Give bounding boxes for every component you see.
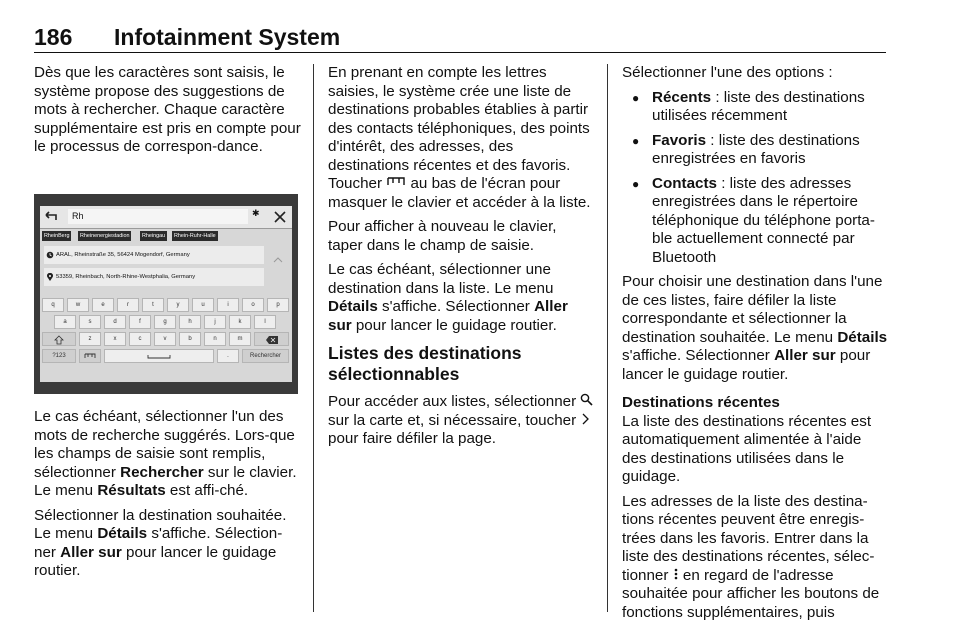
shift-arrow-icon bbox=[54, 335, 64, 345]
column-divider bbox=[607, 64, 608, 612]
location-pin-icon bbox=[46, 273, 54, 281]
back-arrow-icon bbox=[40, 206, 64, 228]
search-input[interactable]: Rh bbox=[68, 209, 248, 224]
keyboard-key[interactable]: n bbox=[204, 332, 226, 346]
paragraph: Sélectionner l'une des options : bbox=[622, 64, 833, 81]
paragraph: Dès que les caractères sont saisis, le système propose des suggestions de mots à rechercher. Chaque caractère supplémentaire est pris en compte pour le processus de correspon-dance. bbox=[34, 64, 301, 155]
keyboard-key[interactable]: i bbox=[217, 298, 239, 312]
keyboard-key[interactable]: s bbox=[79, 315, 101, 329]
back-button[interactable] bbox=[40, 206, 64, 228]
search-bar bbox=[40, 206, 292, 229]
keyboard-key[interactable]: g bbox=[154, 315, 176, 329]
on-screen-keyboard bbox=[40, 296, 292, 382]
paragraph: Pour accéder aux listes, sélectionner sur la carte et, si nécessaire, toucher pour faire défiler la page. bbox=[328, 393, 594, 449]
section-heading: Listes des destinations sélectionnables bbox=[328, 343, 522, 384]
keyboard-key[interactable]: p bbox=[267, 298, 289, 312]
suggestion-chip[interactable]: Rheingau bbox=[142, 233, 166, 239]
paragraph: Pour afficher à nouveau le clavier, taper dans le champ de saisie. bbox=[328, 218, 557, 254]
keyboard-key[interactable]: y bbox=[167, 298, 189, 312]
keyboard-key[interactable]: d bbox=[104, 315, 126, 329]
suggestion-row[interactable] bbox=[44, 246, 264, 264]
chevron-right-icon bbox=[580, 413, 590, 425]
suggestion-text: 53359, Rheinbach, North-Rhine-Westphalia, Germany bbox=[56, 274, 196, 280]
options-list bbox=[622, 89, 888, 268]
keyboard-key[interactable]: q bbox=[42, 298, 64, 312]
column-1-continued bbox=[34, 408, 302, 587]
list-item: ● Contacts : liste des adresses enregistrées dans le répertoire téléphonique du téléphone porta-ble actuellement connecté par Bluetooth bbox=[622, 175, 888, 268]
keyboard-key[interactable]: b bbox=[179, 332, 201, 346]
suggestion-text: ARAL, Rheinstraße 35, 56424 Mogendorf, Germany bbox=[56, 252, 190, 258]
keyboard-key[interactable]: e bbox=[92, 298, 114, 312]
space-bar-icon bbox=[147, 353, 171, 361]
clock-icon bbox=[46, 251, 54, 259]
favorite-star-icon[interactable]: ✱ bbox=[252, 208, 260, 218]
navigation-search-screen bbox=[40, 206, 292, 382]
suggestion-chip[interactable]: Rhein-Ruhr-Halle bbox=[174, 233, 216, 239]
symbols-key[interactable]: ?123 bbox=[42, 349, 76, 363]
suggestion-row[interactable] bbox=[44, 268, 264, 286]
search-key[interactable]: Rechercher bbox=[242, 349, 289, 363]
section-title: Infotainment System bbox=[114, 24, 341, 50]
column-1 bbox=[34, 64, 302, 163]
suggestion-chip[interactable]: Rheinenergiestadion bbox=[80, 233, 130, 239]
keyboard-key[interactable]: w bbox=[67, 298, 89, 312]
keyboard-key[interactable]: l bbox=[254, 315, 276, 329]
keyboard-key[interactable]: a bbox=[54, 315, 76, 329]
keyboard-key[interactable]: x bbox=[104, 332, 126, 346]
infotainment-screenshot bbox=[34, 194, 298, 394]
paragraph: La liste des destinations récentes est automatiquement alimentée à l'aide des destinations utilisées dans le guidage. bbox=[622, 412, 872, 485]
keyboard-key[interactable]: r bbox=[117, 298, 139, 312]
paragraph: Les adresses de la liste des destina-tions récentes peuvent être enregis-trées dans les favoris. Entrer dans la liste des destinations récentes, sélec-tionner en regard de l'adresse souhaitée pour afficher les boutons de fonctions supplémentaires, puis bbox=[622, 492, 880, 621]
keyboard-key[interactable]: c bbox=[129, 332, 151, 346]
page-number: 186 bbox=[34, 24, 73, 50]
backspace-key[interactable] bbox=[254, 332, 289, 346]
keyboard-key[interactable]: u bbox=[192, 298, 214, 312]
subsection-heading: Destinations récentes bbox=[622, 394, 780, 411]
paragraph: Sélectionner la destination souhaitée. Le menu Détails s'affiche. Sélection-ner Aller sur pour lancer le guidage routier. bbox=[34, 506, 287, 579]
column-3 bbox=[622, 64, 888, 628]
chevron-up-icon bbox=[268, 246, 288, 290]
hide-keyboard-icon bbox=[84, 353, 96, 361]
keyboard-key[interactable]: h bbox=[179, 315, 201, 329]
close-icon bbox=[272, 208, 288, 226]
column-divider bbox=[313, 64, 314, 612]
page-header bbox=[34, 18, 886, 53]
keyboard-key[interactable]: z bbox=[79, 332, 101, 346]
hide-keyboard-key[interactable] bbox=[79, 349, 101, 363]
close-button[interactable] bbox=[272, 208, 288, 226]
column-2 bbox=[328, 64, 594, 455]
keyboard-key[interactable]: k bbox=[229, 315, 251, 329]
keyboard-key[interactable]: j bbox=[204, 315, 226, 329]
space-key[interactable] bbox=[104, 349, 214, 363]
list-item: ● Récents : liste des destinations utilisées récemment bbox=[622, 89, 888, 126]
keyboard-key[interactable]: v bbox=[154, 332, 176, 346]
suggestion-chips bbox=[40, 231, 292, 242]
keyboard-key[interactable]: m bbox=[229, 332, 251, 346]
keyboard-key[interactable]: f bbox=[129, 315, 151, 329]
paragraph: Le cas échéant, sélectionner l'un des mots de recherche suggérés. Lors-que les champs de saisie sont remplis, sélectionner Rechercher sur le clavier. Le menu Résultats est affi-ché. bbox=[34, 408, 297, 499]
paragraph: En prenant en compte les lettres saisies, le système crée une liste de destinations probables établies à partir des contacts téléphoniques, des points d'intérêt, des adresses, des destinations récentes et des favoris. Toucher au bas de l'écran pour masquer le clavier et accéder à la liste. bbox=[328, 64, 591, 211]
hide-keyboard-icon bbox=[386, 176, 406, 188]
suggestion-chip[interactable]: RheinBerg bbox=[44, 233, 70, 239]
period-key[interactable]: . bbox=[217, 349, 239, 363]
keyboard-key[interactable]: t bbox=[142, 298, 164, 312]
list-item: ● Favoris : liste des destinations enregistrées en favoris bbox=[622, 132, 888, 169]
paragraph: Pour choisir une destination dans l'une de ces listes, faire défiler la liste correspondante et sélectionner la destination souhaitée. Le menu Détails s'affiche. Sélectionner Aller sur pour lancer le guidage routier. bbox=[622, 273, 888, 383]
shift-key[interactable] bbox=[42, 332, 76, 346]
paragraph: Le cas échéant, sélectionner une destination dans la liste. Le menu Détails s'affiche. Sélectionner Aller sur pour lancer le guidage routier. bbox=[328, 261, 568, 334]
search-icon bbox=[580, 393, 593, 406]
backspace-icon bbox=[266, 336, 278, 344]
scroll-up-button[interactable] bbox=[268, 246, 288, 290]
keyboard-key[interactable]: o bbox=[242, 298, 264, 312]
